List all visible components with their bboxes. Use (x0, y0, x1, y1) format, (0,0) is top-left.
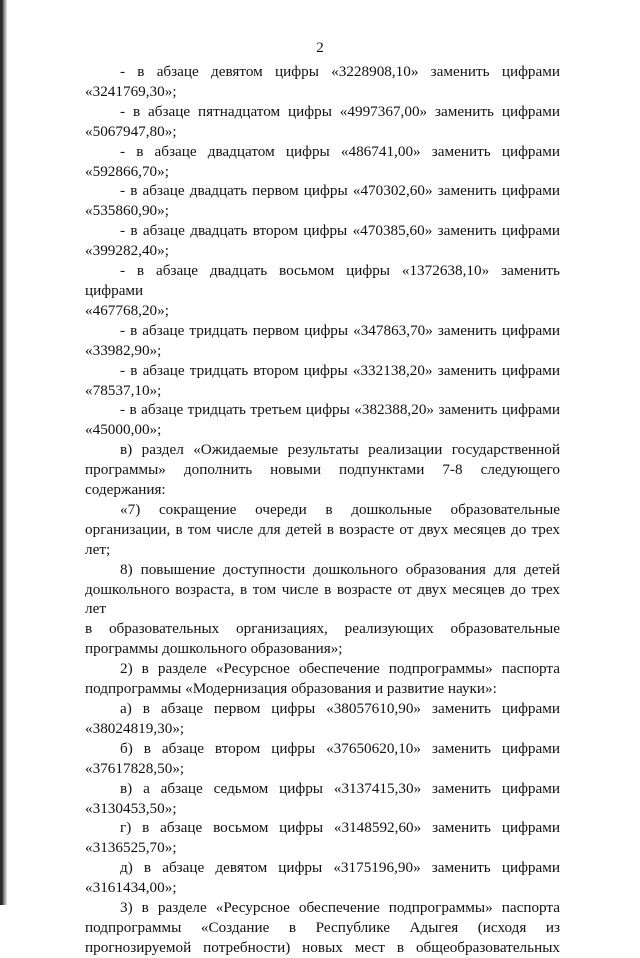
text-line: «33982,90»; (85, 341, 162, 359)
text-line: «535860,90»; (85, 202, 169, 220)
text-line: «37617828,50»; (85, 759, 185, 777)
text-line: прогнозируемой потребности) новых мест в общеобразовательных (85, 938, 560, 956)
text-line: «38024819,30»; (85, 719, 185, 737)
text-line: организации, в том числе для детей в возрасте от двух месяцев до трех лет; (85, 520, 560, 558)
text-line: программы дошкольного образования»; (85, 640, 343, 658)
text-line: - в абзаце тридцать первом цифры «347863,70» заменить цифрами (120, 321, 560, 339)
text-line: «399282,40»; (85, 242, 169, 260)
text-line: - в абзаце тридцать третьем цифры «382388,20» заменить цифрами (120, 401, 560, 419)
text-line: «3241769,30»; (85, 82, 177, 100)
text-line: в образовательных организациях, реализующих образовательные (85, 620, 560, 638)
text-line: - в абзаце пятнадцатом цифры «4997367,00» заменить цифрами (120, 102, 560, 120)
text-line: «78537,10»; (85, 381, 162, 399)
text-line: д) в абзаце девятом цифры «3175196,90» заменить цифрами (120, 859, 560, 877)
text-line: программы» дополнить новыми подпунктами 7-8 следующего содержания: (85, 461, 560, 499)
text-line: 3) в разделе «Ресурсное обеспечение подпрограммы» паспорта (120, 899, 560, 917)
text-line: «3161434,00»; (85, 879, 177, 897)
text-line: подпрограммы «Создание в Республике Адыгея (исходя из (85, 918, 560, 936)
text-line: - в абзаце тридцать втором цифры «332138,20» заменить цифрами (120, 361, 560, 379)
scan-edge (0, 0, 7, 905)
text-line: г) в абзаце восьмом цифры «3148592,60» заменить цифрами (120, 819, 560, 837)
text-line: - в абзаце двадцатом цифры «486741,00» заменить цифрами (120, 142, 560, 160)
text-line: 8) повышение доступности дошкольного образования для детей (120, 560, 560, 578)
text-line: подпрограммы «Модернизация образования и развитие науки»: (85, 680, 497, 698)
text-line: «592866,70»; (85, 162, 169, 180)
text-line: «5067947,80»; (85, 122, 177, 140)
text-line: «3136525,70»; (85, 839, 177, 857)
text-line: в) раздел «Ожидаемые результаты реализации государственной (120, 441, 560, 459)
text-line: «3130453,50»; (85, 799, 177, 817)
text-line: б) в абзаце втором цифры «37650620,10» заменить цифрами (120, 739, 560, 757)
text-line: 2) в разделе «Ресурсное обеспечение подпрограммы» паспорта (120, 660, 560, 678)
text-line: дошкольного возраста, в том числе в возрасте от двух месяцев до трех лет (85, 580, 560, 618)
text-line: «45000,00»; (85, 421, 162, 439)
page-number: 2 (316, 40, 324, 56)
text-line: - в абзаце девятом цифры «3228908,10» заменить цифрами (120, 63, 560, 80)
text-line: «467768,20»; (85, 301, 169, 319)
document-body (85, 62, 560, 958)
text-line: - в абзаце двадцать первом цифры «470302,60» заменить цифрами (120, 182, 560, 200)
text-line: - в абзаце двадцать восьмом цифры «1372638,10» заменить цифрами (85, 262, 560, 299)
text-line: а) в абзаце первом цифры «38057610,90» заменить цифрами (120, 700, 560, 717)
text-line: «7) сокращение очереди в дошкольные образовательные (120, 500, 560, 518)
text-line: в) а абзаце седьмом цифры «3137415,30» заменить цифрами (120, 779, 560, 797)
text-line: - в абзаце двадцать втором цифры «470385,60» заменить цифрами (120, 222, 560, 240)
